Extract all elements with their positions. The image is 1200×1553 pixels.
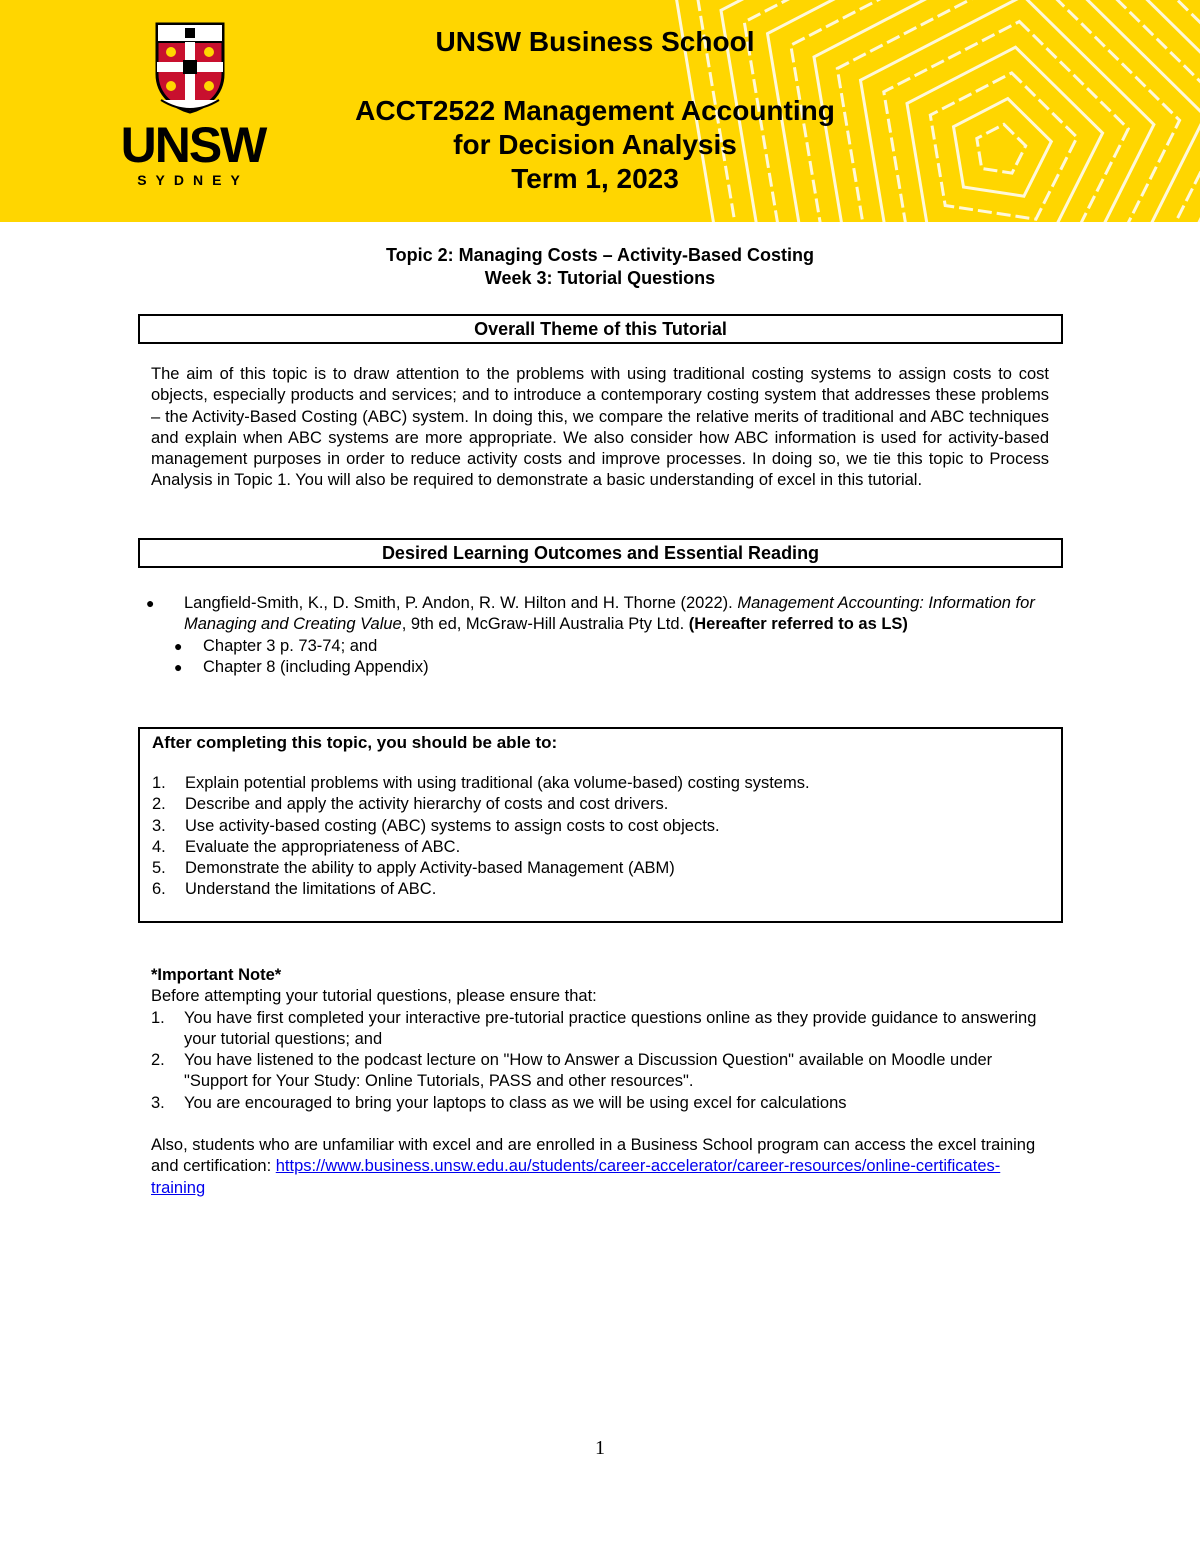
reading-reference xyxy=(140,593,1050,636)
note-heading: *Important Note* xyxy=(151,966,282,984)
bullet-icon: ● xyxy=(174,658,183,675)
item-text: Use activity-based costing (ABC) systems to assign costs to cost objects. xyxy=(185,816,720,835)
logo-subtitle: SYDNEY xyxy=(137,172,249,188)
bullet-icon: ● xyxy=(174,637,183,654)
item-text: You have first completed your interactive pre-tutorial practice questions online as they provide guidance to answering your tutorial questions; and xyxy=(184,1008,1037,1048)
list-item xyxy=(152,773,1042,794)
item-text: You are encouraged to bring your laptops to class as we will be using excel for calculations xyxy=(184,1093,847,1112)
outcomes-heading: After completing this topic, you should be able to: xyxy=(152,733,558,752)
reading-heading: Desired Learning Outcomes and Essential Reading xyxy=(138,538,1063,568)
pattern-ring xyxy=(954,99,1052,197)
item-text: You have listened to the podcast lecture on "How to Answer a Discussion Question" available on Moodle under "Support for Your Study: Online Tutorials, PASS and other resources". xyxy=(184,1051,993,1091)
chapter-text: Chapter 3 p. 73-74; and xyxy=(203,636,378,655)
item-text: Understand the limitations of ABC. xyxy=(185,880,437,899)
excel-training-paragraph xyxy=(151,1135,1051,1199)
school-name: UNSW Business School xyxy=(435,26,755,57)
chapter-text: Chapter 8 (including Appendix) xyxy=(203,657,429,676)
item-number: 4. xyxy=(152,837,166,856)
item-text: Describe and apply the activity hierarchy of costs and cost drivers. xyxy=(185,795,669,814)
week-line: Week 3: Tutorial Questions xyxy=(484,268,716,288)
theme-paragraph: The aim of this topic is to draw attention to the problems with using traditional costing systems to assign costs to cost objects, especially products and services; and to introduce a contemporary costing system that addresses these problems – the Activity-Based Costing (ABC) system. In doing this, we compare the relative merits of traditional and ABC techniques and explain when ABC systems are more appropriate. We also consider how ABC information is used for activity-based management purposes in order to reduce activity costs and improve processes. In doing so, we tie this topic to Process Analysis in Topic 1. You will also be required to demonstrate a basic understanding of excel in this tutorial. xyxy=(151,365,1049,490)
item-number: 6. xyxy=(152,880,166,899)
outcomes-list xyxy=(152,773,1042,901)
page-number: 1 xyxy=(595,1437,605,1459)
ref-title: Management Accounting: Information for Managing and Creating Value xyxy=(184,594,1035,634)
item-text: Evaluate the appropriateness of ABC. xyxy=(185,837,461,856)
pattern-ring xyxy=(930,73,1077,219)
chapter-item xyxy=(140,636,1050,657)
item-text: Explain potential problems with using traditional (aka volume-based) costing systems. xyxy=(185,774,810,792)
ref-publisher: , 9th ed, McGraw-Hill Australia Pty Ltd. xyxy=(401,615,689,634)
ref-authors: Langfield-Smith, K., D. Smith, P. Andon, R. W. Hilton and H. Thorne (2022). xyxy=(184,594,738,612)
list-item xyxy=(151,1008,1051,1051)
item-number: 5. xyxy=(152,859,166,878)
reading-list xyxy=(140,593,1050,678)
list-item xyxy=(151,1093,1051,1114)
learning-outcomes-box xyxy=(138,727,1063,923)
list-item xyxy=(151,1050,1051,1093)
item-number: 1. xyxy=(151,1008,165,1027)
header-banner xyxy=(0,0,1200,222)
item-number: 3. xyxy=(152,816,166,835)
item-number: 2. xyxy=(151,1051,165,1070)
bullet-icon: ● xyxy=(146,595,155,611)
item-number: 2. xyxy=(152,795,166,814)
course-title xyxy=(300,94,890,196)
list-item xyxy=(152,837,1042,858)
note-intro: Before attempting your tutorial questions, please ensure that: xyxy=(151,987,597,1006)
list-item xyxy=(152,858,1042,879)
pattern-ring xyxy=(977,124,1026,173)
list-item xyxy=(152,879,1042,900)
course-term: Term 1, 2023 xyxy=(511,163,679,194)
topic-line: Topic 2: Managing Costs – Activity-Based Costing xyxy=(385,245,815,265)
list-item xyxy=(152,816,1042,837)
course-title-line1: ACCT2522 Management Accounting xyxy=(355,95,835,126)
topic-title xyxy=(0,244,1200,290)
item-number: 1. xyxy=(152,774,166,792)
item-text: Demonstrate the ability to apply Activity-based Management (ABM) xyxy=(185,859,675,878)
theme-heading: Overall Theme of this Tutorial xyxy=(138,314,1063,344)
item-number: 3. xyxy=(151,1093,165,1112)
logo-wordmark: UNSW xyxy=(120,117,266,173)
ref-note: (Hereafter referred to as LS) xyxy=(688,615,908,634)
course-title-line2: for Decision Analysis xyxy=(453,129,737,160)
excel-training-link[interactable]: https://www.business.unsw.edu.au/students/career-accelerator/career-resources/online-certificates-training xyxy=(151,1157,1001,1197)
chapter-item xyxy=(140,657,1050,678)
unsw-crest-icon xyxy=(155,22,225,114)
excel-training-text: Also, students who are unfamiliar with excel and are enrolled in a Business School program can access the excel training and certification: xyxy=(151,1136,1036,1176)
list-item xyxy=(152,794,1042,815)
important-note xyxy=(151,965,1051,1199)
